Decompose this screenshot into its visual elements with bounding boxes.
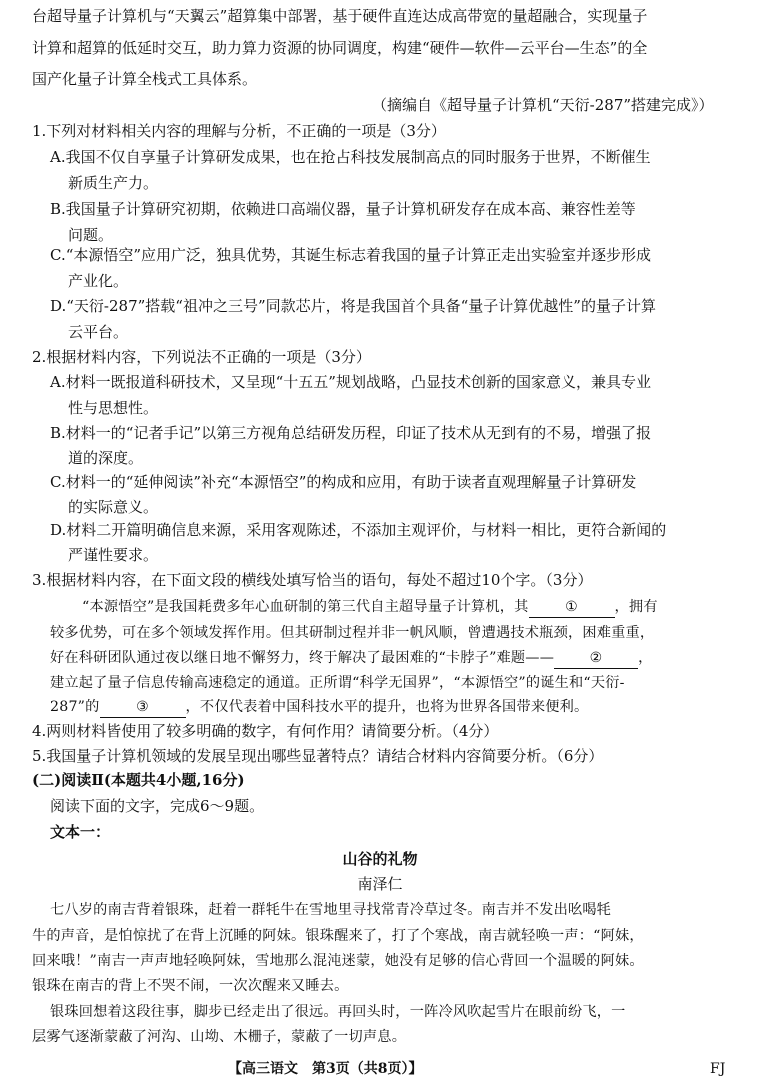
q1-stem: 1.下列对材料相关内容的理解与分析，不正确的一项是（3分） — [32, 122, 446, 140]
q2-option-b-line-2: 道的深度。 — [68, 449, 144, 467]
q1-option-c-line-2: 产业化。 — [68, 272, 129, 290]
q2-option-d-line-2: 严谨性要求。 — [68, 546, 159, 564]
q3-blank-3[interactable]: ③ — [100, 697, 186, 718]
story-title: 山谷的礼物 — [342, 850, 418, 868]
q2-option-c-line-2: 的实际意义。 — [68, 498, 159, 516]
q2-option-d-line-1: D.材料二开篇明确信息来源，采用客观陈述，不添加主观评价，与材料一相比，更符合新闻的 — [50, 521, 667, 539]
q1-option-b-line-1: B.我国量子计算研究初期，依赖进口高端仪器，量子计算机研发存在成本高、兼容性差等 — [50, 200, 636, 218]
material-line-1: 台超导量子计算机与“天翼云”超算集中部署，基于硬件直连达成高带宽的量超融合，实现量子 — [32, 7, 648, 25]
q1-option-a-line-2: 新质生产力。 — [68, 174, 159, 192]
story-paragraph-line-6: 层雾气逐渐蒙蔽了河沟、山坳、木栅子，蒙蔽了一切声息。 — [32, 1029, 407, 1045]
q2-stem: 2.根据材料内容，下列说法不正确的一项是（3分） — [32, 348, 371, 366]
q2-option-b-line-1: B.材料一的“记者手记”以第三方视角总结研发历程，印证了技术从无到有的不易，增强了报 — [50, 424, 652, 442]
story-author: 南泽仁 — [357, 875, 403, 893]
footer-code: FJ — [710, 1061, 726, 1077]
q1-option-c-line-1: C.“本源悟空”应用广泛，独具优势，其诞生标志着我国的量子计算正走出实验室并逐步形成 — [50, 246, 652, 264]
q3-passage-line-4: 建立起了量子信息传输高速稳定的通道。正所谓“科学无国界”，“本源悟空”的诞生和“天衍- — [50, 675, 625, 691]
q3-passage-line-2: 较多优势，可在多个领域发挥作用。但其研制过程并非一帆风顺，曾遭遇技术瓶颈，困难重重， — [50, 625, 655, 641]
q2-option-a-line-1: A.材料一既报道科研技术，又呈现“十五五”规划战略，凸显技术创新的国家意义，兼具专业 — [50, 373, 651, 391]
source-note: （摘编自《超导量子计算机“天衍-287”搭建完成》） — [372, 96, 714, 114]
q3-passage-line-3 — [50, 648, 760, 669]
q3-passage-text: ，拥有 — [614, 599, 658, 615]
q3-passage-text: “本源悟空”是我国耗费多年心血研制的第三代自主超导量子计算机，其 — [82, 599, 529, 615]
story-paragraph-line-2: 牛的声音，是怕惊扰了在背上沉睡的阿妹。银珠醒来了，打了个寒战，南吉就轻唤一声：“阿妹， — [32, 928, 644, 944]
q2-option-c-line-1: C.材料一的“延伸阅读”补充“本源悟空”的构成和应用，有助于读者直观理解量子计算研发 — [50, 473, 637, 491]
story-paragraph-line-4: 银珠在南吉的背上不哭不闹，一次次醒来又睡去。 — [32, 978, 349, 994]
q1-option-d-line-1: D.“天衍-287”搭载“祖冲之三号”同款芯片，将是我国首个具备“量子计算优越性”的量子计算 — [50, 297, 656, 315]
q3-passage-text: 287”的 — [50, 699, 100, 715]
q2-option-a-line-2: 性与思想性。 — [68, 399, 159, 417]
text-1-label: 文本一： — [50, 823, 111, 841]
material-line-2: 计算和超算的低延时交互，助力算力资源的协同调度，构建“硬件—软件—云平台—生态”的全 — [32, 39, 648, 57]
footer-page-info: 【高三语文 第3页（共8页）】 — [228, 1061, 423, 1077]
q3-passage-text: ，不仅代表着中国科技水平的提升，也将为世界各国带来便利。 — [185, 699, 589, 715]
q3-passage-line-1 — [82, 597, 760, 618]
q1-option-b-line-2: 问题。 — [68, 226, 114, 244]
section-2-instruction: 阅读下面的文字，完成6～9题。 — [50, 797, 265, 815]
story-paragraph-line-1: 七八岁的南吉背着银珠，赶着一群牦牛在雪地里寻找常青冷草过冬。南吉并不发出吆喝牦 — [50, 902, 612, 918]
q5-stem: 5.我国量子计算机领域的发展呈现出哪些显著特点？请结合材料内容简要分析。（6分） — [32, 747, 604, 765]
q4-stem: 4.两则材料皆使用了较多明确的数字，有何作用？请简要分析。（4分） — [32, 722, 499, 740]
story-paragraph-line-3: 回来哦！”南吉一声声地轻唤阿妹，雪地那么混沌迷蒙，她没有足够的信心背回一个温暖的阿妹。 — [32, 953, 644, 969]
story-paragraph-line-5: 银珠回想着这段往事，脚步已经走出了很远。再回头时，一阵冷风吹起雪片在眼前纷飞，一 — [50, 1004, 626, 1020]
section-2-heading: (二)阅读Ⅱ(本题共4小题,16分) — [32, 771, 245, 789]
q3-stem: 3.根据材料内容，在下面文段的横线处填写恰当的语句，每处不超过10个字。（3分） — [32, 571, 593, 589]
q3-passage-text: 好在科研团队通过夜以继日地不懈努力，终于解决了最困难的“卡脖子”难题—— — [50, 650, 555, 666]
q3-passage-text: ， — [638, 650, 653, 666]
q3-blank-2[interactable]: ② — [554, 648, 638, 669]
q3-passage-line-5 — [50, 697, 760, 718]
q3-blank-1[interactable]: ① — [529, 597, 615, 618]
q1-option-d-line-2: 云平台。 — [68, 323, 129, 341]
q1-option-a-line-1: A.我国不仅自享量子计算研发成果，也在抢占科技发展制高点的同时服务于世界，不断催生 — [50, 148, 651, 166]
material-line-3: 国产化量子计算全栈式工具体系。 — [32, 70, 258, 88]
